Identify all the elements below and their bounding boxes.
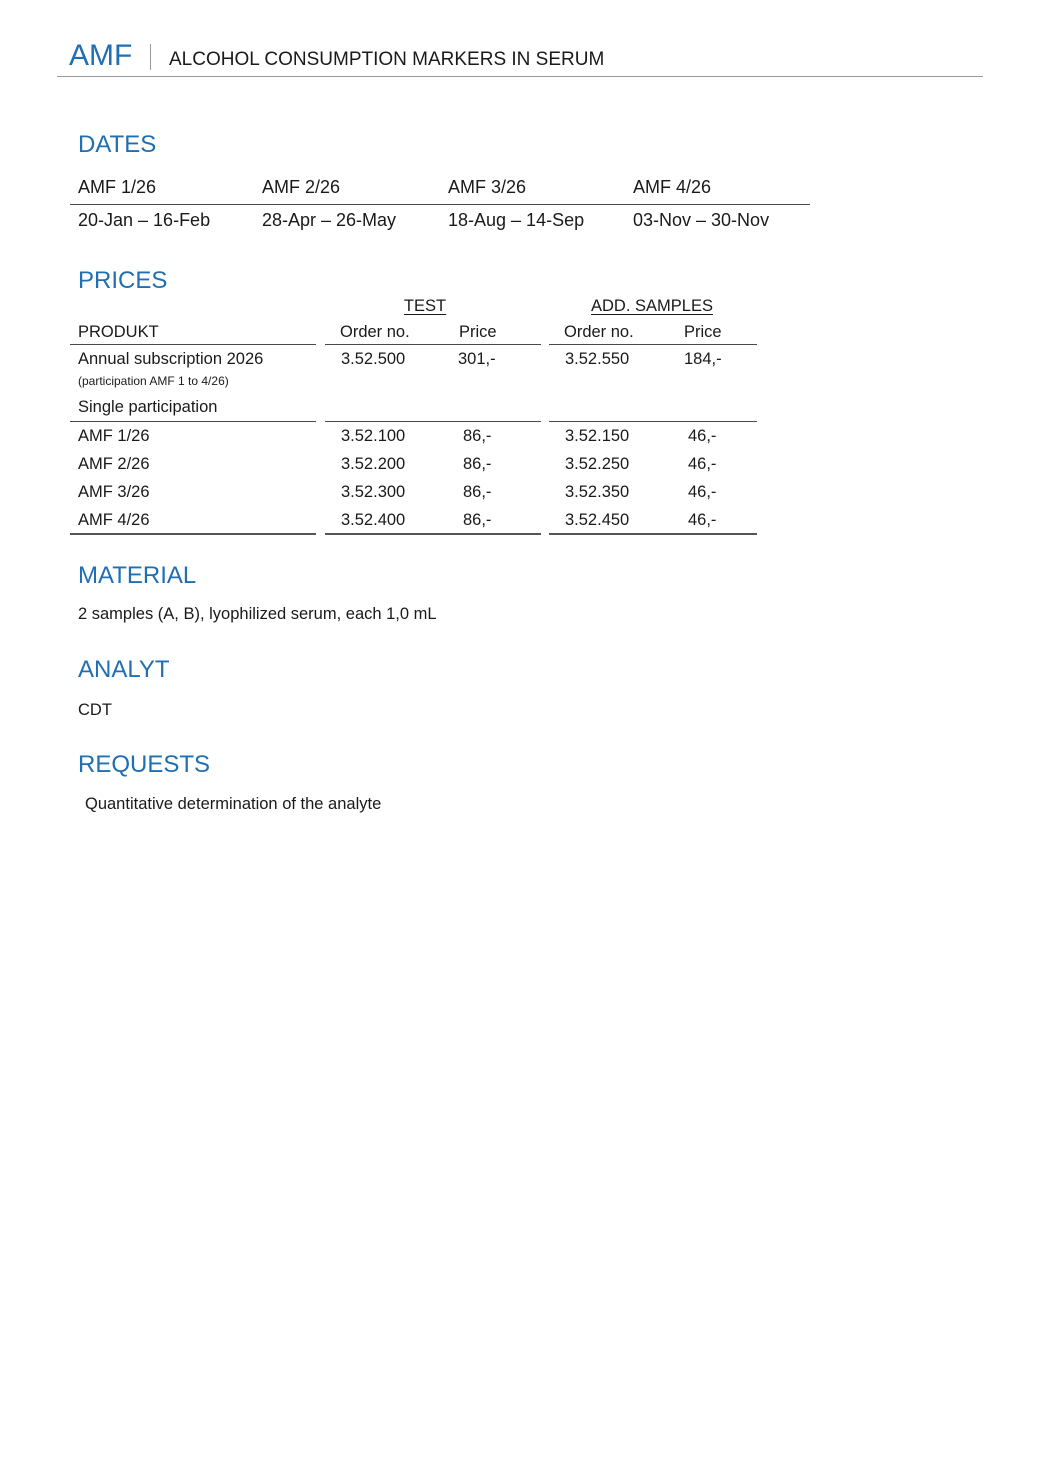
row-product: AMF 4/26 — [78, 511, 150, 529]
row-add-price: 46,- — [688, 483, 717, 501]
table-bottom-rule — [549, 533, 757, 535]
analyt-heading: ANALYT — [78, 656, 170, 683]
row-product: AMF 1/26 — [78, 427, 150, 445]
dates-round-range: 03-Nov – 30-Nov — [633, 210, 770, 230]
table-bottom-rule — [325, 533, 541, 535]
column-header-product: PRODUKT — [78, 323, 159, 341]
row-add-price: 46,- — [688, 427, 717, 445]
dates-rule — [70, 204, 810, 205]
row-add-price: 46,- — [688, 455, 717, 473]
table-rule — [549, 421, 757, 422]
dates-round-label: AMF 4/26 — [633, 177, 712, 197]
row-test-order-no: 3.52.300 — [341, 483, 406, 501]
table-bottom-rule — [70, 533, 316, 535]
row-test-order-no: 3.52.100 — [341, 427, 406, 445]
row-product: AMF 3/26 — [78, 483, 150, 501]
row-test-price: 86,- — [463, 427, 492, 445]
material-heading: MATERIAL — [78, 562, 197, 589]
row-test-order-no: 3.52.400 — [341, 511, 406, 529]
annual-add-order-no: 3.52.550 — [565, 350, 630, 368]
annual-subscription-label: Annual subscription 2026 — [78, 350, 264, 368]
row-add-order-no: 3.52.150 — [565, 427, 630, 445]
table-rule — [70, 421, 316, 422]
dates-round-range: 28-Apr – 26-May — [262, 210, 397, 230]
row-product: AMF 2/26 — [78, 455, 150, 473]
table-rule — [70, 344, 316, 345]
annual-add-price: 184,- — [684, 350, 722, 368]
single-participation-label: Single participation — [78, 398, 218, 416]
requests-heading: REQUESTS — [78, 751, 211, 778]
annual-test-order-no: 3.52.500 — [341, 350, 406, 368]
column-header-price: Price — [684, 323, 722, 341]
header-rule — [57, 76, 983, 77]
dates-round-range: 18-Aug – 14-Sep — [448, 210, 585, 230]
group-header-test: TEST — [403, 297, 447, 315]
row-test-order-no: 3.52.200 — [341, 455, 406, 473]
row-add-order-no: 3.52.350 — [565, 483, 630, 501]
header-separator — [150, 44, 151, 70]
material-text: 2 samples (A, B), lyophilized serum, each 1,0 mL — [78, 605, 437, 623]
dates-round-label: AMF 2/26 — [262, 177, 341, 197]
program-code: AMF — [69, 39, 133, 72]
requests-text: Quantitative determination of the analyte — [85, 795, 382, 813]
table-rule — [325, 344, 541, 345]
dates-round-label: AMF 3/26 — [448, 177, 527, 197]
dates-round-label: AMF 1/26 — [78, 177, 157, 197]
row-add-price: 46,- — [688, 511, 717, 529]
dates-heading: DATES — [78, 131, 157, 158]
table-rule — [549, 344, 757, 345]
row-test-price: 86,- — [463, 511, 492, 529]
row-test-price: 86,- — [463, 455, 492, 473]
analyt-text: CDT — [78, 701, 112, 719]
prices-heading: PRICES — [78, 267, 168, 294]
row-add-order-no: 3.52.250 — [565, 455, 630, 473]
row-add-order-no: 3.52.450 — [565, 511, 630, 529]
annual-test-price: 301,- — [458, 350, 496, 368]
table-rule — [325, 421, 541, 422]
annual-subscription-note: (participation AMF 1 to 4/26) — [78, 374, 229, 388]
group-header-add-samples: ADD. SAMPLES — [591, 297, 713, 315]
column-header-price: Price — [459, 323, 497, 341]
column-header-order-no: Order no. — [564, 323, 634, 341]
dates-round-range: 20-Jan – 16-Feb — [78, 210, 211, 230]
column-header-order-no: Order no. — [340, 323, 410, 341]
page-title: ALCOHOL CONSUMPTION MARKERS IN SERUM — [169, 49, 605, 70]
row-test-price: 86,- — [463, 483, 492, 501]
